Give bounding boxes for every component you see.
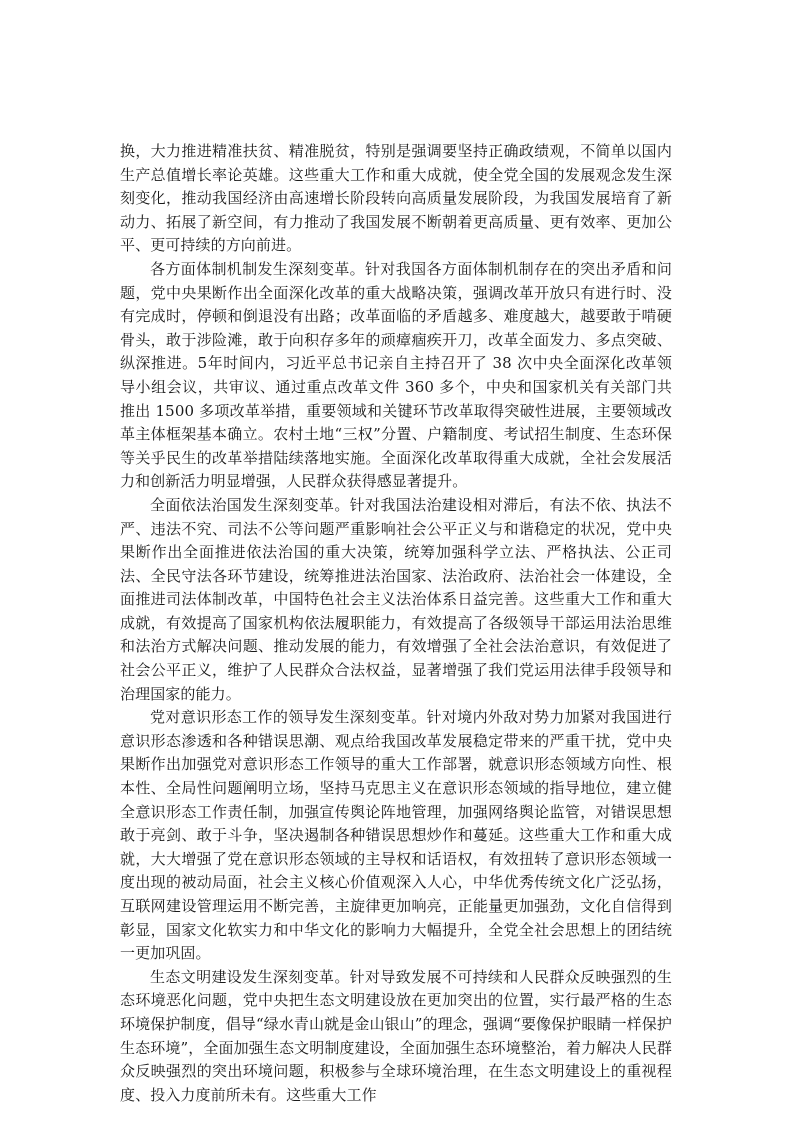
paragraph-rule-of-law: 全面依法治国发生深刻变革。针对我国法治建设相对滞后，有法不依、执法不严、违法不究、司法不公等问题严重影响社会公平正义与和谐稳定的状况，党中央果断作出全面推进依法治国的重大决策，统筹加强科学立法、严格执法、公正司法、全民守法各环节建设，统筹推进法治国家、法治政府、法治社会一体建设，全面推进司法体制改革，中国特色社会主义法治体系日益完善。这些重大工作和重大成就，有效提高了国家机构依法履职能力，有效提高了各级领导干部运用法治思维和法治方式解决问题、推动发展的能力，有效增强了全社会法治意识，有效促进了社会公平正义，维护了人民群众合法权益，显著增强了我们党运用法律手段领导和治理国家的能力。	[120, 495, 672, 703]
paragraph-ecology: 生态文明建设发生深刻变革。针对导致发展不可持续和人民群众反映强烈的生态环境恶化问题，党中央把生态文明建设放在更加突出的位置，实行最严格的生态环境保护制度，倡导“绿水青山就是金山银山”的理念，强调“要像保护眼睛一样保护生态环境”，全面加强生态文明制度建设，全面加强生态环境整治，着力解决人民群众反映强烈的突出环境问题，积极参与全球环境治理，在生态文明建设上的重视程度、投入力度前所未有。这些重大工作	[120, 967, 672, 1104]
document-body	[120, 140, 672, 1107]
paragraph-economy-continued: 换，大力推进精准扶贫、精准脱贫，特别是强调要坚持正确政绩观，不简单以国内生产总值增长率论英雄。这些重大工作和重大成就，使全党全国的发展观念发生深刻变化，推动我国经济由高速增长阶段转向高质量发展阶段，为我国发展培育了新动力、拓展了新空间，有力推动了我国发展不断朝着更高质量、更有效率、更加公平、更可持续的方向前进。	[120, 142, 672, 255]
paragraph-ideology: 党对意识形态工作的领导发生深刻变革。针对境内外敌对势力加紧对我国进行意识形态渗透和各种错误思潮、观点给我国改革发展稳定带来的严重干扰，党中央果断作出加强党对意识形态工作领导的重大工作部署，就意识形态领域方向性、根本性、全局性问题阐明立场，坚持马克思主义在意识形态领域的指导地位，建立健全意识形态工作责任制，加强宣传舆论阵地管理，加强网络舆论监管，对错误思想敢于亮剑、敢于斗争，坚决遏制各种错误思想炒作和蔓延。这些重大工作和重大成就，大大增强了党在意识形态领域的主导权和话语权，有效扭转了意识形态领域一度出现的被动局面，社会主义核心价值观深入人心，中华优秀传统文化广泛弘扬，互联网建设管理运用不断完善，主旋律更加响亮，正能量更加强劲，文化自信得到彰显，国家文化软实力和中华文化的影响力大幅提升，全党全社会思想上的团结统一更加巩固。	[120, 708, 672, 963]
paragraph-institutional-reform: 各方面体制机制发生深刻变革。针对我国各方面体制机制存在的突出矛盾和问题，党中央果断作出全面深化改革的重大战略决策，强调改革开放只有进行时、没有完成时，停顿和倒退没有出路；改革面临的矛盾越多、难度越大，越要敢于啃硬骨头，敢于涉险滩，敢于向积存多年的顽瘴痼疾开刀，改革全面发力、多点突破、纵深推进。5年时间内，习近平总书记亲自主持召开了 38 次中央全面深化改革领导小组会议，共审议、通过重点改革文件 360 多个，中央和国家机关有关部门共推出 1500 多项改革举措，重要领域和关键环节改革取得突破性进展，主要领域改革主体框架基本确立。农村土地“三权”分置、户籍制度、考试招生制度、生态环保等关乎民生的改革举措陆续落地实施。全面深化改革取得重大成就，全社会发展活力和创新活力明显增强，人民群众获得感显著提升。	[120, 259, 672, 491]
